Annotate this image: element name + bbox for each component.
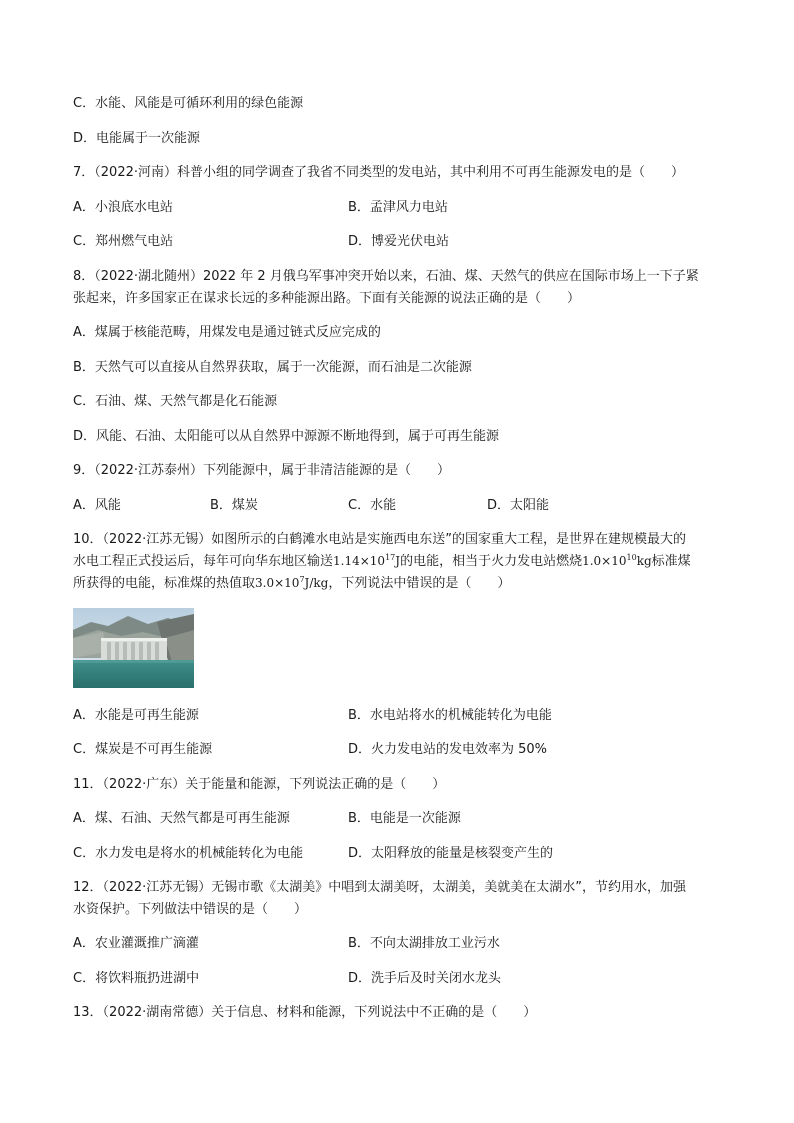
dam-photo xyxy=(73,608,194,688)
q6-option-c: C．水能、风能是可循环利用的绿色能源 xyxy=(73,96,304,111)
q9-option-c: C．水能 xyxy=(348,498,397,513)
q12-stem-line1: 12．（2022·江苏无锡）无锡市歌《太湖美》中唱到太湖美呀，太湖美，美就美在太湖水”，节约用水，加强 xyxy=(73,880,686,895)
q7-option-d: D．博爱光伏电站 xyxy=(348,234,450,249)
q12-option-b: B．不向太湖排放工业污水 xyxy=(348,936,500,951)
q8-stem-line1: 8．（2022·湖北随州）2022 年 2 月俄乌军事冲突开始以来，石油、煤、天然气的供应在国际市场上一下子紧 xyxy=(73,269,699,284)
q12-stem-line2: 水资保护。下列做法中错误的是（ ） xyxy=(73,902,308,917)
q10-stem-line3: 所获得的电能，标准煤的热值取$3.0\times 10^7J/kg$，下列说法中错误的是（ ） xyxy=(73,575,511,591)
q8-option-d: D．风能、石油、太阳能可以从自然界中源源不断地得到，属于可再生能源 xyxy=(73,429,500,444)
q9-option-d: D．太阳能 xyxy=(487,498,550,513)
q9-option-b: B．煤炭 xyxy=(210,498,258,513)
q10-option-d: D．火力发电站的发电效率为 50% xyxy=(348,742,548,757)
q12-option-d: D．洗手后及时关闭水龙头 xyxy=(348,971,502,986)
q10-option-a: A．水能是可再生能源 xyxy=(73,708,199,723)
q10-option-b: B．水电站将水的机械能转化为电能 xyxy=(348,708,552,723)
q8-option-b: B．天然气可以直接从自然界获取，属于一次能源，而石油是二次能源 xyxy=(73,360,472,375)
q7-stem: 7．（2022·河南）科普小组的同学调查了我省不同类型的发电站，其中利用不可再生能源发电的是（ ） xyxy=(73,165,684,180)
q8-option-c: C．石油、煤、天然气都是化石能源 xyxy=(73,394,278,409)
q11-option-d: D．太阳释放的能量是核裂变产生的 xyxy=(348,846,554,861)
q10-coal-mass: $1.0\times 10^{10}kg$ xyxy=(582,553,652,568)
q7-option-c: C．郑州燃气电站 xyxy=(73,234,174,249)
hydropower-dam-image xyxy=(73,608,194,688)
q10-stem-line1: 10．（2022·江苏无锡）如图所示的白鹤滩水电站是实施西电东送”的国家重大工程，是世界在建规模最大的 xyxy=(73,532,686,547)
q10-energy-value: $1.14\times 10^{17}J$ xyxy=(333,553,401,568)
q10-stem-line2: 水电工程正式投运后，每年可向华东地区输送$1.14\times 10^{17}J$的电能，相当于火力发电站燃烧$1.0\times 10^{10}kg$标准煤 xyxy=(73,553,691,569)
q6-option-d: D．电能属于一次能源 xyxy=(73,131,201,146)
q10-heat-value: $3.0\times 10^7J/kg$ xyxy=(255,575,329,590)
q12-option-a: A．农业灌溉推广滴灌 xyxy=(73,936,199,951)
q9-stem: 9．（2022·江苏泰州）下列能源中，属于非清洁能源的是（ ） xyxy=(73,463,450,478)
q11-option-a: A．煤、石油、天然气都是可再生能源 xyxy=(73,811,290,826)
q11-option-c: C．水力发电是将水的机械能转化为电能 xyxy=(73,846,304,861)
q9-option-a: A．风能 xyxy=(73,498,121,513)
q13-stem: 13．（2022·湖南常德）关于信息、材料和能源，下列说法中不正确的是（ ） xyxy=(73,1005,537,1020)
q8-stem-line2: 张起来，许多国家正在谋求长远的多种能源出路。下面有关能源的说法正确的是（ ） xyxy=(73,291,581,306)
q10-option-c: C．煤炭是不可再生能源 xyxy=(73,742,213,757)
q8-option-a: A．煤属于核能范畴，用煤发电是通过链式反应完成的 xyxy=(73,325,381,340)
q12-option-c: C．将饮料瓶扔进湖中 xyxy=(73,971,200,986)
q11-stem: 11．（2022·广东）关于能量和能源，下列说法正确的是（ ） xyxy=(73,777,446,792)
q7-option-a: A．小浪底水电站 xyxy=(73,200,173,215)
q7-option-b: B．孟津风力电站 xyxy=(348,200,448,215)
q11-option-b: B．电能是一次能源 xyxy=(348,811,461,826)
